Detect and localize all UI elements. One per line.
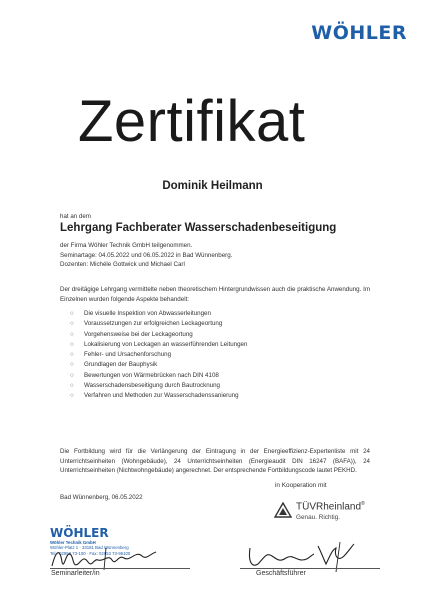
cooperation-label: in Kooperation mit <box>275 482 327 489</box>
managing-director-label: Geschäftsführer <box>256 570 306 577</box>
bullet-icon: ○ <box>70 351 74 359</box>
tuv-name: TÜVRheinland® <box>296 501 365 513</box>
list-item: ○ Bewertungen von Wärmebrücken nach DIN 4108 <box>60 371 247 381</box>
lecturers: Dozenten: Michéle Gottwick und Michael Carl <box>60 261 185 268</box>
bullet-icon: ○ <box>70 392 74 400</box>
bullet-icon: ○ <box>70 371 74 379</box>
tuv-triangle-icon <box>274 502 292 518</box>
recipient-name: Dominik Heilmann <box>162 180 263 192</box>
stamp-contact: Tel.: 02953 73-100 · Fax: 02953 73-96100 <box>50 550 131 556</box>
list-item: ○ Lokalisierung von Leckagen an wasserführenden Leitungen <box>60 340 247 350</box>
tuv-logo <box>274 500 394 530</box>
stamp-company: Wöhler Technik GmbH <box>50 540 96 545</box>
bullet-icon: ○ <box>70 340 74 348</box>
bullet-icon: ○ <box>70 320 74 328</box>
list-item: ○ Voraussetzungen zur erfolgreichen Leckageortung <box>60 319 247 329</box>
course-title: Lehrgang Fachberater Wasserschadenbeseitigung <box>60 222 337 234</box>
seminar-dates: Seminartage: 04.05.2022 und 06.05.2022 in Bad Wünnenberg. <box>60 251 233 259</box>
bullet-icon: ○ <box>70 382 74 390</box>
list-item: ○ Fehler- und Ursachenforschung <box>60 350 247 360</box>
signature-line-left <box>50 568 190 569</box>
place-and-date: Bad Wünnenberg, 06.05.2022 <box>60 494 143 501</box>
company-line: der Firma Wöhler Technik GmbH teilgenommen. <box>60 242 193 249</box>
participation-intro: hat an dem <box>60 213 91 220</box>
certificate-title: Zertifikat <box>78 89 306 154</box>
bullet-icon: ○ <box>70 361 74 369</box>
tuv-slogan: Genau. Richtig. <box>296 514 341 521</box>
topic-list <box>60 309 247 402</box>
brand-logo: WÖHLER <box>311 22 407 44</box>
list-item: ○ Wasserschadensbeseitigung durch Bautrocknung <box>60 381 247 391</box>
list-item: ○ Die visuelle Inspektion von Abwasserleitungen <box>60 309 247 319</box>
seminar-leader-label: Seminarleiter/in <box>51 570 100 577</box>
signature-line-right <box>240 568 380 569</box>
course-details <box>60 241 232 270</box>
list-item: ○ Verfahren und Methoden zur Wasserschadenssanierung <box>60 391 247 401</box>
list-item: ○ Grundlagen der Bauphysik <box>60 360 247 370</box>
accreditation-note: Die Fortbildung wird für die Verlängerung der Eintragung in der Energieeffizienz-Expertenliste mit 24 Unterrichtseinheiten (Wohngebäude), 24 Unterrichtseinheiten (Energieaudit DIN 16247 (BAFA)), 24 Unterrichtseinheiten (Nichtwohngebäude) angerechnet. Der entsprechende Fortbildungscode lautet PEKHD. <box>60 448 370 474</box>
stamp-logo: WÖHLER <box>50 526 109 540</box>
bullet-icon: ○ <box>70 330 74 338</box>
bullet-icon: ○ <box>70 310 74 317</box>
stamp-address: Wöhler-Platz 1 · 33181 Bad Wünnenberg <box>50 545 129 551</box>
list-item: ○ Vorgehensweise bei der Leckageortung <box>60 330 247 340</box>
course-description: Der dreitägige Lehrgang vermittelte neben theoretischem Hintergrundwissen auch die praktische Anwendung. Im Einzelnen wurden folgende Aspekte behandelt: <box>60 286 370 303</box>
